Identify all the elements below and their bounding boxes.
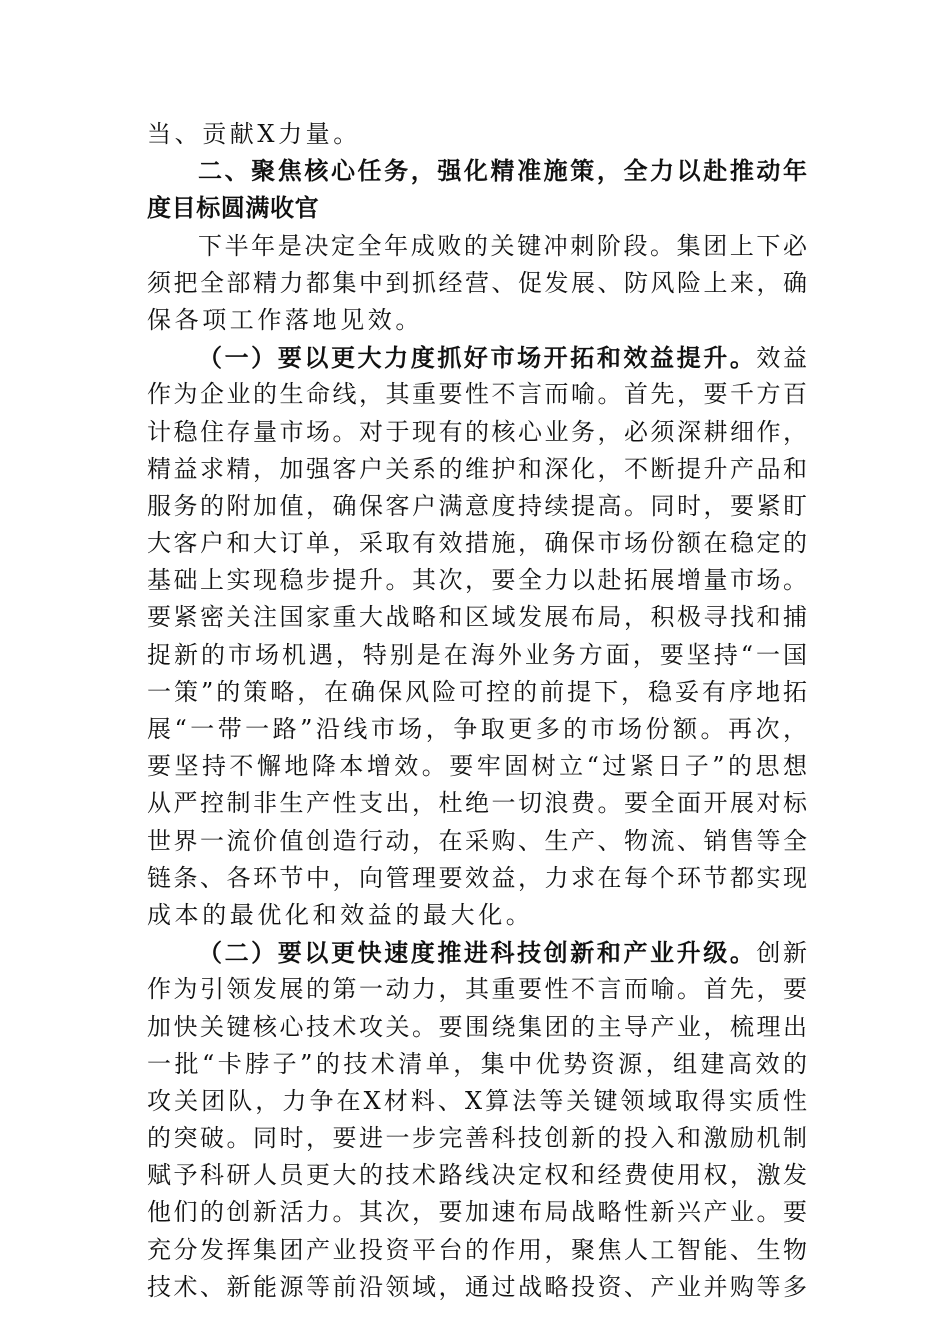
line-text: 一批“卡脖子”的技术清单，集中优势资源，组建高效的 [147,1049,807,1078]
line-text: 要坚持不懈地降本增效。要牢固树立“过紧日子”的思想 [147,752,807,781]
text-line [147,116,807,153]
line-text: 捉新的市场机遇，特别是在海外业务方面，要坚持“一国 [147,640,807,669]
paragraph-line [147,1157,807,1194]
line-text: 的突破。同时，要进一步完善科技创新的投入和激励机制 [147,1124,807,1153]
paragraph-line [147,562,807,599]
line-text: 大客户和大订单，采取有效措施，确保市场份额在稳定的 [147,529,807,558]
line-text: 计稳住存量市场。对于现有的核心业务，必须深耕细作， [147,417,807,446]
line-text: 技术、新能源等前沿领域，通过战略投资、产业并购等多 [147,1272,807,1301]
paragraph-line [147,302,807,339]
line-text: 链条、各环节中，向管理要效益，力求在每个环节都实现 [147,863,807,892]
paragraph-line [147,1120,807,1157]
line-text: 世界一流价值创造行动，在采购、生产、物流、销售等全 [147,826,807,855]
paragraph-line [147,823,807,860]
line-text: 下半年是决定全年成败的关键冲刺阶段。集团上下必 [198,231,807,260]
line-text: 赋予科研人员更大的技术路线决定权和经费使用权，激发 [147,1161,807,1190]
line-text: 展“一带一路”沿线市场，争取更多的市场份额。再次， [147,715,807,743]
line-text: 成本的最优化和效益的最大化。 [147,900,534,929]
paragraph-line [147,1083,807,1120]
line-text: 从严控制非生产性支出，杜绝一切浪费。要全面开展对标 [147,789,807,818]
line-text: 作为企业的生命线，其重要性不言而喻。首先，要千方百 [147,380,807,409]
section-heading-cont [147,190,807,227]
paragraph-line [147,376,807,413]
paragraph-line [147,748,807,785]
paragraph-line [147,637,807,674]
heading-text: 二、聚焦核心任务，强化精准施策，全力以赴推动年 [198,157,807,186]
paragraph-line [147,1194,807,1231]
paragraph-line [147,488,807,525]
document-body [147,116,807,1306]
line-text: 充分发挥集团产业投资平台的作用，聚焦人工智能、生物 [147,1235,807,1264]
paragraph-line [147,897,807,934]
subheading-lead: （二）要以更快速度推进科技创新和产业升级。 [198,938,757,968]
heading-text: 度目标圆满收官 [147,194,320,223]
line-text: 攻关团队，力争在X材料、X算法等关键领域取得实质性 [147,1086,807,1115]
paragraph-line [147,414,807,451]
line-text: 要紧密关注国家重大战略和区域发展布局，积极寻找和捕 [147,603,807,632]
line-text: 服务的附加值，确保客户满意度持续提高。同时，要紧盯 [147,491,807,520]
line-text: 他们的创新活力。其次，要加速布局战略性新兴产业。要 [147,1198,807,1227]
line-text: 加快关键核心技术攻关。要围绕集团的主导产业，梳理出 [147,1012,807,1041]
paragraph-line [147,1232,807,1269]
line-text: 一策”的策略，在确保风险可控的前提下，稳妥有序地拓 [147,677,807,706]
line-text: 创新 [756,939,808,968]
paragraph-line [147,228,807,265]
paragraph-line [147,1269,807,1306]
paragraph-line [147,599,807,636]
line-text: 须把全部精力都集中到抓经营、促发展、防风险上来，确 [147,268,807,297]
line-text: 基础上实现稳步提升。其次，要全力以赴拓展增量市场。 [147,566,807,595]
paragraph-line [147,525,807,562]
paragraph-line [147,785,807,822]
line-text: 效益 [756,344,808,373]
paragraph-line [147,339,807,376]
paragraph-line [147,674,807,711]
paragraph-line [147,860,807,897]
paragraph-line [147,265,807,302]
subheading-lead: （一）要以更大力度抓好市场开拓和效益提升。 [198,343,757,373]
paragraph-line [147,1046,807,1083]
line-text: 作为引领发展的第一动力，其重要性不言而喻。首先，要 [147,975,807,1004]
paragraph-line [147,971,807,1008]
paragraph-line [147,711,807,748]
section-heading [147,153,807,190]
line-text: 当、贡献X力量。 [147,120,361,148]
line-text: 保各项工作落地见效。 [147,305,423,334]
paragraph-line [147,451,807,488]
line-text: 精益求精，加强客户关系的维护和深化，不断提升产品和 [147,454,807,483]
paragraph-line [147,934,807,971]
paragraph-line [147,1009,807,1046]
